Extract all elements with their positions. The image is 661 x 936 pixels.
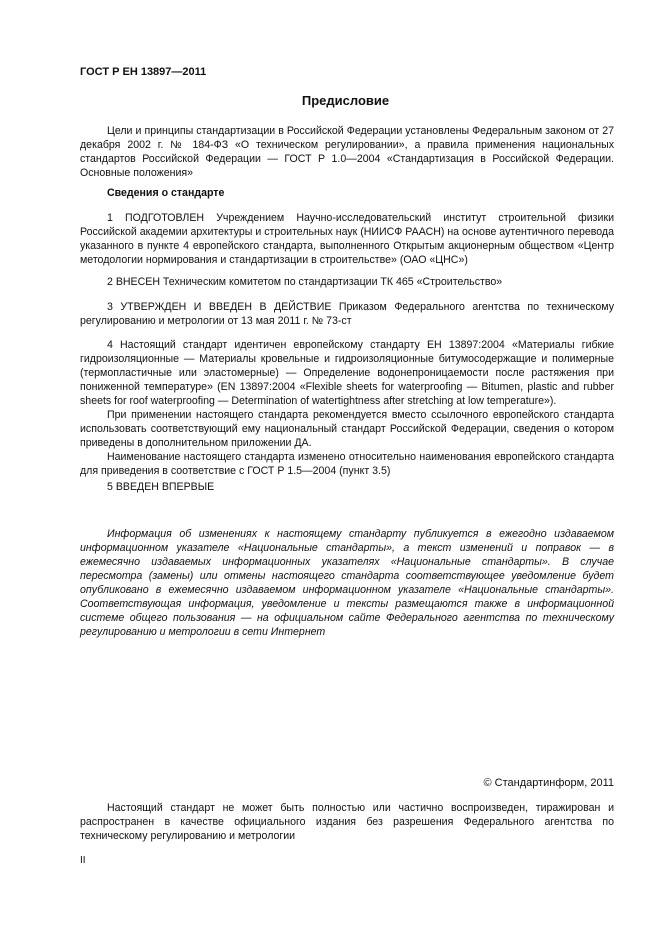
item-1-section [80, 211, 614, 267]
page-number: II [80, 855, 86, 866]
item-4-note-2: Наименование настоящего стандарта изменено относительно наименования европейского стандарта для приведения в соответствие с ГОСТ Р 1.5—2004 (пункт 3.5) [80, 451, 614, 477]
item-4-section [80, 338, 614, 478]
item-3-section [80, 300, 614, 328]
reproduction-section [80, 801, 614, 843]
info-heading-section [80, 186, 614, 200]
standard-code: ГОСТ Р ЕН 13897—2011 [80, 66, 207, 78]
item-5-section [80, 480, 614, 494]
item-5-paragraph: 5 ВВЕДЕН ВПЕРВЫЕ [107, 481, 215, 493]
item-3-paragraph: 3 УТВЕРЖДЕН И ВВЕДЕН В ДЕЙСТВИЕ Приказом Федерального агентства по техническому регулированию и метрологии от 13 мая 2011 г. № 73-ст [80, 301, 614, 327]
intro-paragraph: Цели и принципы стандартизации в Российской Федерации установлены Федеральным законом от 27 декабря 2002 г. № 184-ФЗ «О техническом регулировании», а правила применения национальных стандартов Российской Федерации — ГОСТ Р 1.0—2004 «Стандартизация в Российской Федерации. Основные положения» [80, 125, 614, 179]
reproduction-notice: Настоящий стандарт не может быть полностью или частично воспроизведен, тиражирован и распространен в качестве официального издания без разрешения Федерального агентства по техническому регулированию и метрологии [80, 802, 614, 842]
copyright-notice: © Стандартинформ, 2011 [483, 777, 614, 789]
page-title: Предисловие [301, 93, 390, 108]
changes-info-section [80, 527, 614, 639]
info-heading: Сведения о стандарте [107, 187, 225, 199]
item-4-note-1: При применении настоящего стандарта рекомендуется вместо ссылочного европейского стандарта использовать соответствующий ему национальный стандарт Российской Федерации, сведения о котором приведены в дополнительном приложении ДА. [80, 409, 614, 449]
item-2-section [80, 275, 614, 289]
changes-info-paragraph: Информация об изменениях к настоящему стандарту публикуется в ежегодно издаваемом информационном указателе «Национальные стандарты», а текст изменений и поправок — в ежемесячно издаваемых информационных указателях «Национальные стандарты». В случае пересмотра (замены) или отмены настоящего стандарта соответствующее уведомление будет опубликовано в ежемесячно издаваемом информационном указателе «Национальные стандарты». Соответствующая информация, уведомление и тексты размещаются также в информационной системе общего пользования — на официальном сайте Федерального агентства по техническому регулированию и метрологии в сети Интернет [80, 528, 614, 638]
item-2-paragraph: 2 ВНЕСЕН Техническим комитетом по стандартизации ТК 465 «Строительство» [107, 276, 503, 288]
item-1-paragraph: 1 ПОДГОТОВЛЕН Учреждением Научно-исследовательский институт строительной физики Российской академии архитектуры и строительных наук (НИИСФ РААСН) на основе аутентичного перевода указанного в пункте 4 европейского стандарта, выполненного Открытым акционерным обществом «Центр методологии нормирования и стандартизации в строительстве» (ОАО «ЦНС») [80, 212, 614, 266]
intro-section [80, 124, 614, 180]
item-4-paragraph: 4 Настоящий стандарт идентичен европейскому стандарту ЕН 13897:2004 «Материалы гибкие гидроизоляционные — Материалы кровельные и гидроизоляционные битумосодержащие и полимерные (термопластичные или эластомерные) — Определение водонепроницаемости после растяжения при пониженной температуре» (EN 13897:2004 «Flexible sheets for waterproofing — Bitumen, plastic and rubber sheets for roof waterproofing — Determination of watertightness after stretching at low temperature»). [80, 339, 614, 407]
